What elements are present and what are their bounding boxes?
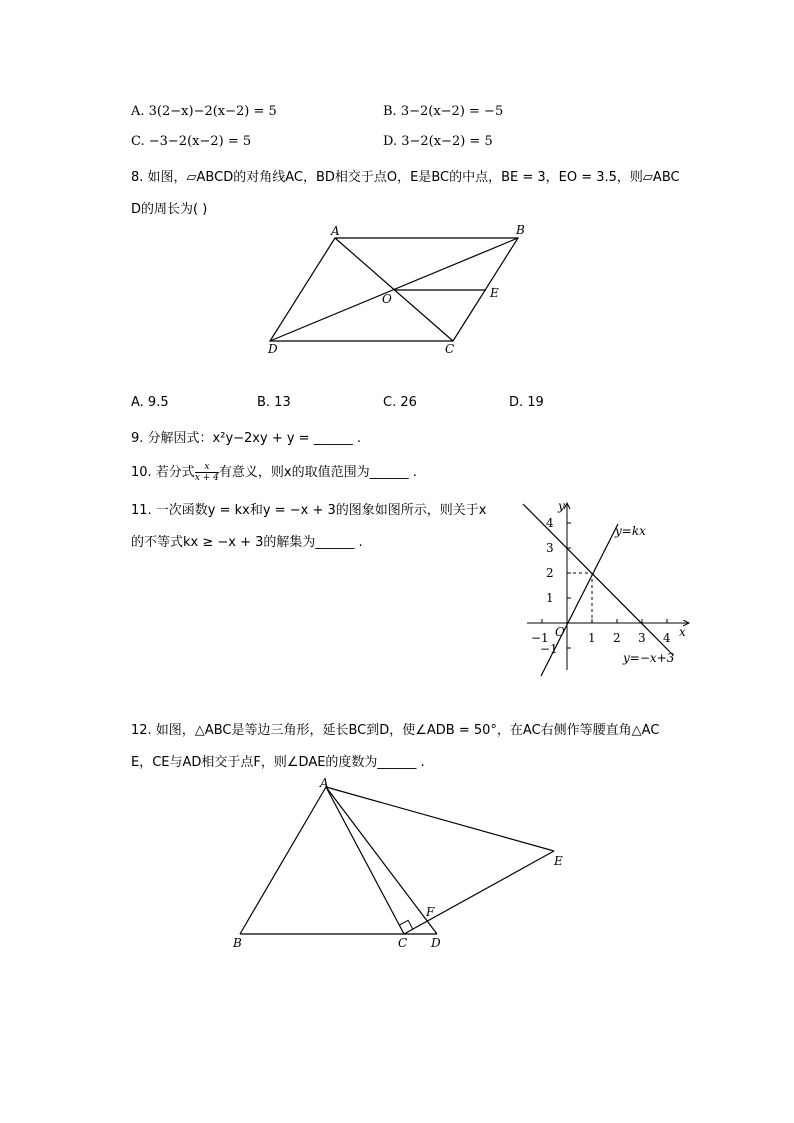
q12-label-b: B [233, 936, 242, 950]
q12-label-d: D [431, 936, 441, 950]
segment-ab [240, 787, 326, 934]
q11-text-line2: 的不等式kx ≥ −x + 3的解集为______ . [131, 535, 363, 550]
q8-label-b: B [516, 223, 525, 237]
q12-label-e: E [554, 854, 563, 868]
y-tick-label-neg1: −1 [540, 642, 558, 656]
q11-graph-figure [515, 495, 700, 685]
q10-suffix: 有意义，则x的取值范围为______ . [218, 465, 417, 480]
q8-option-a: A. 9.5 [131, 395, 169, 410]
q12-label-f: F [426, 905, 435, 919]
q8-parallelogram-figure [260, 220, 540, 360]
q10-fraction [195, 462, 219, 483]
q8-label-e: E [490, 286, 499, 300]
q12-text-line2: E，CE与AD相交于点F，则∠DAE的度数为______ . [131, 755, 425, 770]
y-tick-label-3: 3 [546, 541, 554, 555]
q11-text-line1: 11. 一次函数y = kx和y = −x + 3的图象如图所示，则关于x [131, 503, 487, 518]
line-y-kx-label: y=kx [615, 524, 646, 538]
x-tick-label-1: 1 [588, 631, 596, 645]
y-tick-label-4: 4 [546, 516, 554, 530]
line-y-neg-x-plus-3-label: y=−x+3 [623, 651, 675, 665]
q12-label-a: A [320, 776, 329, 790]
q8-option-b: B. 13 [257, 395, 291, 410]
q8-option-d: D. 19 [509, 395, 544, 410]
x-tick-label-4: 4 [663, 631, 671, 645]
q9-text: 9. 分解因式：x²y−2xy + y = ______ . [131, 431, 361, 446]
q7-option-c: C. −3−2(x−2) = 5 [131, 134, 252, 149]
segment-ac [326, 787, 404, 934]
q8-text-line1: 8. 如图，▱ABCD的对角线AC，BD相交于点O，E是BC的中点，BE = 3，EO = 3.5，则▱ABC [131, 170, 680, 185]
x-tick-label-neg1: −1 [531, 631, 549, 645]
segment-ad [326, 787, 437, 934]
q10-prefix: 10. 若分式 [131, 465, 195, 480]
q10-text [131, 461, 417, 483]
y-tick-label-2: 2 [546, 566, 554, 580]
x-tick-label-3: 3 [638, 631, 646, 645]
y-axis-label: y [558, 499, 565, 513]
q7-option-d: D. 3−2(x−2) = 5 [383, 134, 493, 149]
q8-option-c: C. 26 [383, 395, 417, 410]
segment-ce [404, 851, 554, 934]
x-tick-label-2: 2 [613, 631, 621, 645]
q8-label-a: A [331, 224, 340, 238]
q8-label-d: D [268, 342, 278, 356]
q12-triangle-figure [225, 775, 575, 955]
q8-label-c: C [445, 342, 455, 356]
x-axis-label: x [679, 625, 686, 639]
q7-option-a: A. 3(2−x)−2(x−2) = 5 [131, 104, 277, 119]
origin-label: O [555, 625, 565, 639]
q12-label-c: C [398, 936, 408, 950]
q8-text-line2: D的周长为( ) [131, 202, 208, 217]
segment-ae [326, 787, 554, 851]
q7-option-b: B. 3−2(x−2) = −5 [383, 104, 504, 119]
q8-label-o: O [382, 292, 392, 306]
q10-fraction-numerator: x [195, 462, 219, 473]
q10-fraction-denominator: x + 4 [194, 473, 219, 483]
q12-text-line1: 12. 如图，△ABC是等边三角形，延长BC到D，使∠ADB = 50°，在AC右侧作等腰直角△AC [131, 723, 660, 738]
y-tick-label-1: 1 [546, 591, 554, 605]
